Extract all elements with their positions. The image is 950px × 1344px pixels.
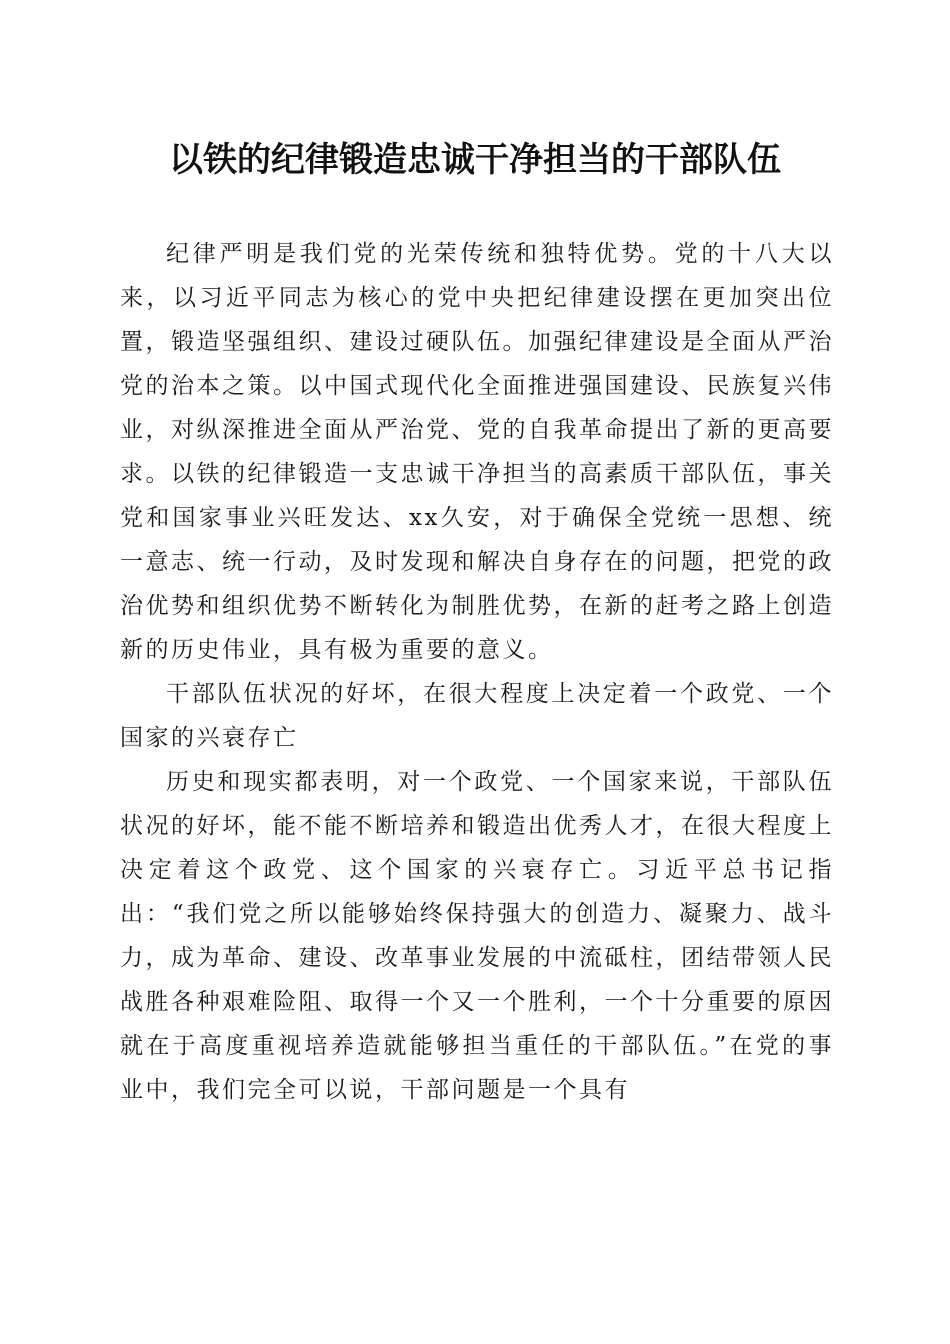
document-body xyxy=(120,232,834,1112)
paragraph-history: 历史和现实都表明，对一个政党、一个国家来说，干部队伍状况的好坏，能不能不断培养和锻造出优秀人才，在很大程度上决定着这个政党、这个国家的兴衰存亡。习近平总书记指出：“我们党之所以能够始终保持强大的创造力、凝聚力、战斗力，成为革命、建设、改革事业发展的中流砥柱，团结带领人民战胜各种艰难险阻、取得一个又一个胜利，一个十分重要的原因就在于高度重视培养造就能够担当重任的干部队伍。”在党的事业中，我们完全可以说，干部问题是一个具有 xyxy=(120,769,834,1103)
paragraph-intro: 纪律严明是我们党的光荣传统和独特优势。党的十八大以来，以习近平同志为核心的党中央把纪律建设摆在更加突出位置，锻造坚强组织、建设过硬队伍。加强纪律建设是全面从严治党的治本之策。以中国式现代化全面推进强国建设、民族复兴伟业，对纵深推进全面从严治党、党的自我革命提出了新的更高要求。以铁的纪律锻造一支忠诚干净担当的高素质干部队伍，事关党和国家事业兴旺发达、xx久安，对于确保全党统一思想、统一意志、统一行动，及时发现和解决自身存在的问题，把党的政治优势和组织优势不断转化为制胜优势，在新的赶考之路上创造新的历史伟业，具有极为重要的意义。 xyxy=(120,241,834,663)
document-title: 以铁的纪律锻造忠诚干净担当的干部队伍 xyxy=(169,140,781,180)
paragraph-section-heading: 干部队伍状况的好坏，在很大程度上决定着一个政党、一个国家的兴衰存亡 xyxy=(120,681,834,751)
